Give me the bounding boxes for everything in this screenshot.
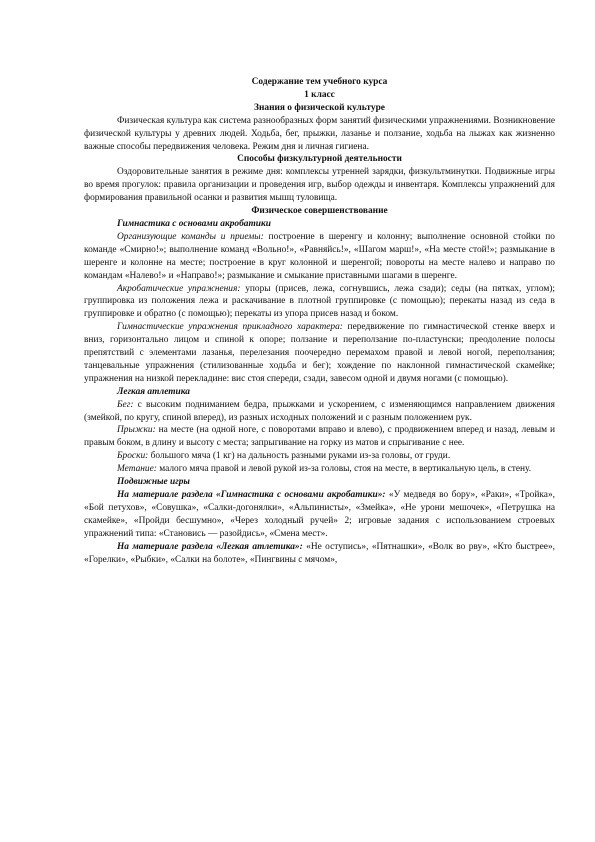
paragraph-throwing-small-ball xyxy=(84,463,555,476)
lead-games-gymnastics: На материале раздела «Гимнастика с основами акробатики»: xyxy=(117,490,386,500)
text-acrobatics: упоры (присев, лежа, согнувшись, лежа сзади); седы (на пятках, углом); группировка из положения лежа и раскачивание в плотной группировке (с помощью); перекаты назад из седа в группировке и обратно (с помощью); перекаты из упора присев назад и боком. xyxy=(84,283,555,320)
text-commands: построение в шеренгу и колонну; выполнение основной стойки по команде «Смирно!»; выполнение команд «Вольно!», «Равняйсь!», «Шагом марш!», «На месте стой!»; размыкание в шеренге и колонне на месте; построение в круг колонной и шеренгой; повороты на месте налево и направо по командам «Налево!» и «Направо!»; размыкание и смыкание приставными шагами в шеренге. xyxy=(84,231,555,281)
lead-jumps: Прыжки: xyxy=(117,425,156,436)
lead-games-athletics: На материале раздела «Легкая атлетика»: xyxy=(117,541,303,552)
text-running: с высоким подниманием бедра, прыжками и ускорением, с изменяющимся направлением движения (змейкой, по кругу, спиной вперед), из разных исходных положений и с разным положением рук. xyxy=(84,399,555,423)
text-applied-gymnastics: передвижение по гимнастической стенке вверх и вниз, горизонтально лицом и спиной к опоре; ползание и переползание по-пластунски; преодоление полосы препятствий с элементами лазанья, перелезания поочередно перемахом правой и левой ногой, переползания; танцевальные упражнения (стилизованные ходьба и бег); хождение по наклонной гимнастической скамейке; упражнения на низкой перекладине: вис стоя спереди, сзади, завесом одной и двумя ногами (с помощью). xyxy=(84,322,555,384)
paragraph-throws xyxy=(84,450,555,463)
text-games-athletics: «Не оступись», «Пятнашки», «Волк во рву», «Кто быстрее», «Горелки», «Рыбки», «Салки на болоте», «Пингвины с мячом», xyxy=(84,541,555,565)
lead-acrobatics: Акробатические упражнения: xyxy=(117,283,241,294)
paragraph-applied-gymnastics xyxy=(84,321,555,386)
lead-running: Бег: xyxy=(117,399,134,410)
lead-commands: Организующие команды и приемы: xyxy=(117,231,264,242)
paragraph-games-athletics xyxy=(84,541,555,567)
subheading-gymnastics: Гимнастика с основами акробатики xyxy=(117,218,271,229)
subheading-athletics: Легкая атлетика xyxy=(117,386,190,397)
paragraph-jumps xyxy=(84,424,555,450)
paragraph-running xyxy=(84,399,555,425)
text-throwing-small-ball: малого мяча правой и левой рукой из-за головы, стоя на месте, в вертикальную цель, в стену. xyxy=(156,464,532,475)
doc-title: Содержание тем учебного курса xyxy=(251,77,388,87)
section-heading-methods: Способы физкультурной деятельности xyxy=(237,154,402,165)
lead-applied-gymnastics: Гимнастические упражнения прикладного характера: xyxy=(117,322,343,333)
text-throws: большого мяча (1 кг) на дальность разными руками из-за головы, от груди. xyxy=(148,451,451,462)
paragraph-acrobatics xyxy=(84,283,555,322)
subheading-games: Подвижные игры xyxy=(117,477,190,488)
text-jumps: на месте (на одной ноге, с поворотами вправо и влево), с продвижением вперед и назад, левым и правым боком, в длину и высоту с места; запрыгивание на горку из матов и спрыгивание с нее. xyxy=(84,425,555,449)
section-text-methods: Оздоровительные занятия в режиме дня: комплексы утренней зарядки, физкультминутки. Подвижные игры во время прогулок: правила организации и проведения игр, выбор одежды и инвентаря. Комплексы упражнений для формирования правильной осанки и развития мышц туловища. xyxy=(84,167,555,204)
lead-throws: Броски: xyxy=(117,451,149,462)
paragraph-commands xyxy=(84,231,555,283)
paragraph-games-gymnastics xyxy=(84,489,555,541)
section-heading-improvement: Физическое совершенствование xyxy=(251,206,388,217)
section-heading-knowledge: Знания о физической культуре xyxy=(254,102,385,113)
lead-throwing-small-ball: Метание: xyxy=(117,464,157,475)
section-text-knowledge: Физическая культура как система разнообразных форм занятий физическими упражнениями. Возникновение физической культуры у древних людей. Ходьба, бег, прыжки, лазанье и ползание, ходьба на лыжах как жизненно важные способы передвижения человека. Режим дня и личная гигиена. xyxy=(84,115,555,152)
text-games-gymnastics: «У медведя во бору», «Раки», «Тройка», «Бой петухов», «Совушка», «Салки-догонялки», «Альпинисты», «Змейка», «Не урони мешочек», «Петрушка на скамейке», «Пройди бесшумно», «Через холодный ручей» 2; игровые задания с использованием строевых упражнений типа: «Становись — разойдись», «Смена мест». xyxy=(84,490,555,539)
doc-grade: 1 класс xyxy=(304,89,335,100)
